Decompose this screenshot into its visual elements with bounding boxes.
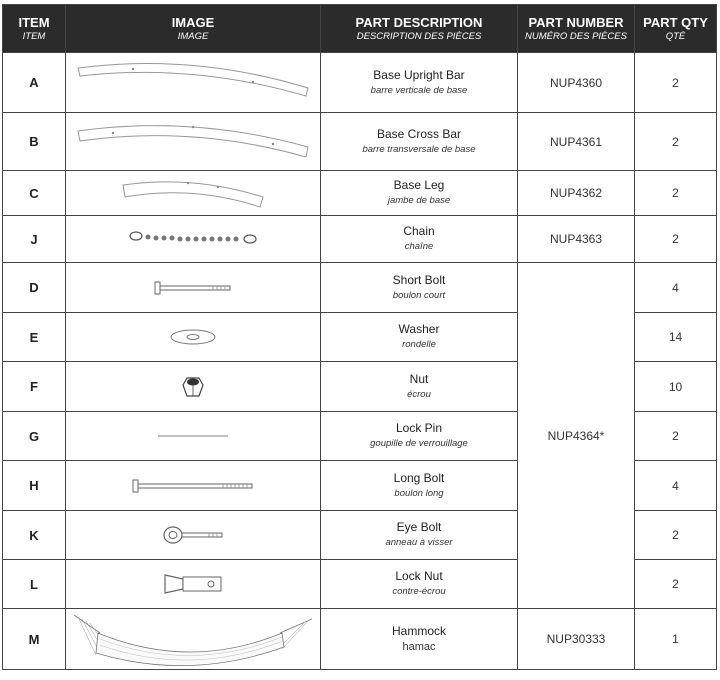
header-part-number: PART NUMBER NUMÉRO DES PIÈCES bbox=[518, 5, 635, 53]
part-name: Base Cross Bar bbox=[376, 126, 462, 141]
part-name-fr: anneau à visser bbox=[385, 537, 453, 548]
part-number: NUP30333 bbox=[518, 609, 635, 670]
header-qty: PART QTY QTÉ bbox=[635, 5, 717, 53]
part-name: Washer bbox=[398, 322, 440, 336]
part-name: Nut bbox=[409, 371, 429, 386]
part-qty: 14 bbox=[635, 313, 717, 362]
part-name: Hammock bbox=[391, 624, 446, 638]
part-qty: 2 bbox=[635, 511, 717, 560]
item-letter: A bbox=[3, 53, 66, 113]
item-letter: L bbox=[3, 560, 66, 609]
part-name: Lock Nut bbox=[395, 569, 443, 583]
lock-pin-icon bbox=[156, 433, 230, 439]
part-name: Chain bbox=[403, 224, 435, 238]
part-qty: 2 bbox=[635, 560, 717, 609]
part-name-fr: chaîne bbox=[404, 241, 434, 252]
table-row bbox=[3, 609, 717, 670]
header-row bbox=[3, 5, 717, 53]
item-letter: C bbox=[3, 171, 66, 216]
part-number: NUP4362 bbox=[518, 171, 635, 216]
hammock-icon bbox=[70, 611, 316, 667]
item-letter: F bbox=[3, 362, 66, 412]
header-description: PART DESCRIPTION DESCRIPTION DES PIÈCES bbox=[321, 5, 518, 53]
part-name-fr: barre transversale de base bbox=[362, 143, 476, 155]
item-letter: K bbox=[3, 511, 66, 560]
nut-icon bbox=[181, 375, 205, 399]
item-letter: E bbox=[3, 313, 66, 362]
table-row bbox=[3, 216, 717, 263]
part-name-fr: jambe de base bbox=[387, 195, 451, 206]
part-name: Base Upright Bar bbox=[373, 67, 465, 82]
part-name-fr: rondelle bbox=[402, 339, 436, 350]
part-name-fr: écrou bbox=[407, 388, 431, 400]
part-name-fr: goupille de verrouillage bbox=[370, 438, 468, 449]
washer-icon bbox=[168, 328, 218, 346]
eye-bolt-icon bbox=[161, 524, 225, 546]
part-qty: 2 bbox=[635, 412, 717, 461]
item-letter: H bbox=[3, 461, 66, 511]
table-row bbox=[3, 263, 717, 313]
part-name-fr: hamac bbox=[402, 641, 436, 653]
part-qty: 2 bbox=[635, 171, 717, 216]
part-qty: 4 bbox=[635, 461, 717, 511]
part-name: Short Bolt bbox=[392, 272, 446, 287]
part-qty: 10 bbox=[635, 362, 717, 412]
item-letter: G bbox=[3, 412, 66, 461]
part-name-fr: barre verticale de base bbox=[370, 84, 468, 96]
curved-bar-icon bbox=[73, 117, 313, 167]
short-bolt-icon bbox=[153, 280, 233, 296]
part-qty: 2 bbox=[635, 113, 717, 171]
part-qty: 4 bbox=[635, 263, 717, 313]
item-letter: D bbox=[3, 263, 66, 313]
item-letter: J bbox=[3, 216, 66, 263]
table-row bbox=[3, 113, 717, 171]
parts-table bbox=[2, 4, 717, 670]
curved-bar-icon bbox=[73, 58, 313, 108]
long-bolt-icon bbox=[131, 478, 255, 494]
item-letter: M bbox=[3, 609, 66, 670]
part-name-fr: boulon long bbox=[394, 487, 444, 499]
lock-nut-icon bbox=[161, 571, 225, 597]
short-curved-bar-icon bbox=[118, 175, 268, 211]
header-image: IMAGE IMAGE bbox=[66, 5, 321, 53]
item-letter: B bbox=[3, 113, 66, 171]
part-qty: 1 bbox=[635, 609, 717, 670]
part-number: NUP4363 bbox=[518, 216, 635, 263]
part-name: Long Bolt bbox=[393, 470, 445, 485]
part-qty: 2 bbox=[635, 53, 717, 113]
header-item: ITEM ITEM bbox=[3, 5, 66, 53]
part-number: NUP4361 bbox=[518, 113, 635, 171]
table-row bbox=[3, 171, 717, 216]
part-name: Eye Bolt bbox=[396, 520, 442, 534]
part-number: NUP4364* bbox=[518, 263, 635, 609]
table-row bbox=[3, 53, 717, 113]
part-qty: 2 bbox=[635, 216, 717, 263]
part-name-fr: boulon court bbox=[392, 289, 446, 301]
part-number: NUP4360 bbox=[518, 53, 635, 113]
part-name: Lock Pin bbox=[395, 421, 443, 435]
chain-icon bbox=[128, 227, 258, 251]
part-name-fr: contre-écrou bbox=[392, 586, 446, 597]
part-name: Base Leg bbox=[393, 178, 445, 192]
